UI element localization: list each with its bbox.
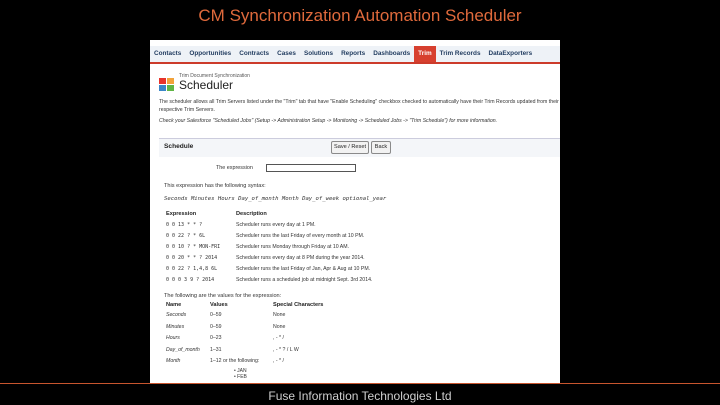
value-values-cell: 1–31 xyxy=(210,346,222,353)
back-button[interactable]: Back xyxy=(371,141,391,154)
footer-divider xyxy=(0,383,720,384)
syntax-intro: This expression has the following syntax: xyxy=(164,183,266,189)
tab-trim-records[interactable]: Trim Records xyxy=(439,50,481,57)
table-row xyxy=(166,358,556,366)
table-row xyxy=(166,266,556,274)
save-reset-button[interactable]: Save / Reset xyxy=(331,141,369,154)
value-special-cell: , - * ? / L W xyxy=(273,346,299,353)
tab-dataexporters[interactable]: DataExporters xyxy=(488,50,533,57)
example-description: Scheduler runs every day at 1 PM. xyxy=(236,222,316,228)
month-value: FEB xyxy=(237,374,247,380)
values-column-header: Values xyxy=(210,302,228,308)
expression-column-header: Expression xyxy=(166,211,197,217)
schedule-section-title: Schedule xyxy=(164,143,194,150)
table-row xyxy=(166,312,556,320)
tab-cases[interactable]: Cases xyxy=(277,50,296,57)
example-expression: 0 0 13 * * ? xyxy=(166,222,203,228)
value-name-cell: Minutes xyxy=(166,323,185,330)
value-values-cell: 0–23 xyxy=(210,335,222,341)
table-row xyxy=(166,335,556,343)
value-values-cell: 0–59 xyxy=(210,323,222,330)
example-expression: 0 0 10 ? * MON-FRI xyxy=(166,244,221,250)
page-title: Scheduler xyxy=(179,78,234,92)
tab-solutions[interactable]: Solutions xyxy=(303,50,334,57)
special-characters-column-header: Special Characters xyxy=(273,302,324,308)
table-row xyxy=(166,347,556,355)
value-name-cell: Day_of_month xyxy=(166,346,200,353)
example-expression: 0 0 0 3 9 ? 2014 xyxy=(166,277,215,283)
scheduler-description: The scheduler allows all Trim Servers listed under the "Trim" tab that have "Enable Scheduling" checkbox checked to automatically have their Trim Records updated from their respective Trim Servers. xyxy=(159,99,559,113)
value-special-cell: None xyxy=(273,323,286,330)
example-description: Scheduler runs Monday through Friday at 10 AM. xyxy=(236,244,350,250)
table-row xyxy=(166,255,556,263)
slide-title: CM Synchronization Automation Scheduler xyxy=(198,6,522,25)
example-description: Scheduler runs every day at 8 PM during the year 2014. xyxy=(236,255,365,261)
example-expression: 0 0 20 * * ? 2014 xyxy=(166,255,218,261)
description-column-header: Description xyxy=(236,211,267,217)
value-values-cell: 1–12 or the following: xyxy=(210,358,260,364)
value-special-cell: , - * / xyxy=(273,335,284,341)
tab-contracts[interactable]: Contracts xyxy=(239,50,270,57)
scheduler-logo-icon xyxy=(159,78,175,92)
month-values-list xyxy=(234,368,247,380)
bullet-icon: • xyxy=(234,374,238,380)
list-item xyxy=(234,374,247,380)
name-column-header: Name xyxy=(166,302,182,308)
value-name-cell: Hours xyxy=(166,335,180,341)
bullet-icon: • xyxy=(234,368,238,374)
value-special-cell: , - * / xyxy=(273,358,284,364)
tab-opportunities[interactable]: Opportunities xyxy=(189,50,232,57)
tab-reports[interactable]: Reports xyxy=(341,50,366,57)
screenshot-frame xyxy=(150,40,560,383)
table-row xyxy=(166,233,556,241)
example-description: Scheduler runs the last Friday of every month at 10 PM. xyxy=(236,233,365,239)
value-values-cell: 0–59 xyxy=(210,312,222,318)
example-expression: 0 0 22 ? 1,4,8 6L xyxy=(166,266,218,272)
schedule-section-header xyxy=(159,138,560,157)
month-value: JAN xyxy=(237,368,247,374)
tab-trim[interactable]: Trim xyxy=(414,46,436,62)
example-description: Scheduler runs the last Friday of Jan, Apr & Aug at 10 PM. xyxy=(236,266,371,272)
values-intro: The following are the values for the expression: xyxy=(164,293,282,299)
table-row xyxy=(166,244,556,252)
table-row xyxy=(166,222,556,230)
expression-field-label: The expression xyxy=(216,165,253,171)
example-description: Scheduler runs a scheduled job at midnight Sept. 3rd 2014. xyxy=(236,277,373,283)
table-row xyxy=(166,277,556,285)
example-expression: 0 0 22 ? * 6L xyxy=(166,233,206,239)
page-subtitle: Trim Document Synchronization xyxy=(179,73,250,79)
value-name-cell: Month xyxy=(166,358,181,364)
scheduled-jobs-help: Check your Salesforce "Scheduled Jobs" (Setup -> Administration Setup -> Monitoring -> Scheduled Jobs -> "Trim Schedule") for more information. xyxy=(159,118,498,124)
navigation-tab-bar xyxy=(150,46,560,64)
expression-input[interactable] xyxy=(266,164,356,172)
table-row xyxy=(166,324,556,332)
tab-contacts[interactable]: Contacts xyxy=(154,50,182,57)
slide-footer: Fuse Information Technologies Ltd xyxy=(268,389,452,403)
value-special-cell: None xyxy=(273,312,286,318)
tab-dashboards[interactable]: Dashboards xyxy=(373,50,411,57)
syntax-line: Seconds Minutes Hours Day_of_month Month Day_of_week optional_year xyxy=(164,196,387,202)
value-name-cell: Seconds xyxy=(166,312,187,318)
